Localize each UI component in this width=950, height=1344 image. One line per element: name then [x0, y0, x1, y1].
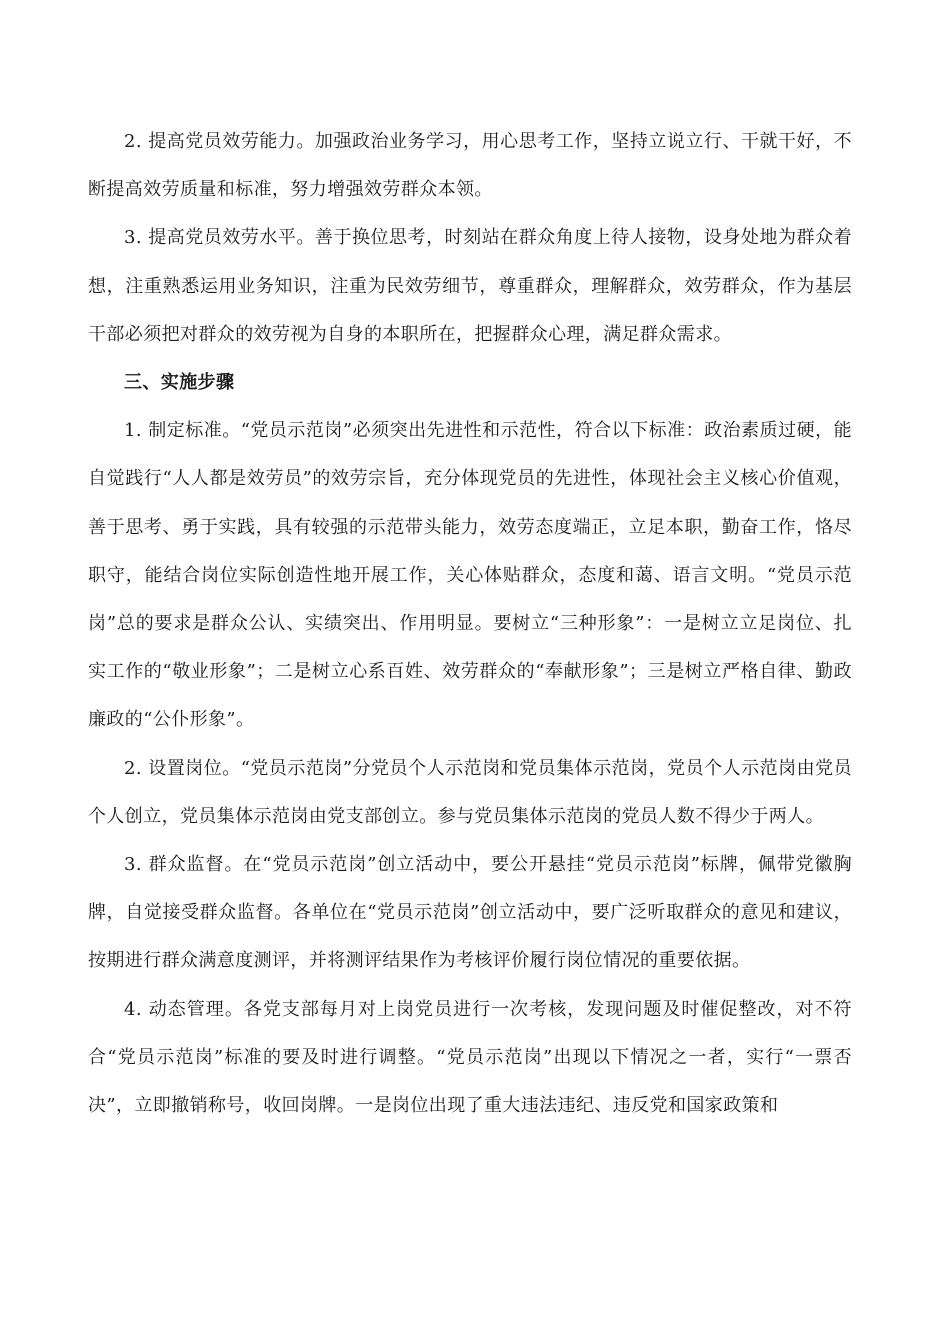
paragraph-improve-level: 3. 提高党员效劳水平。善于换位思考，时刻站在群众角度上待人接物，设身处地为群众着想，注重熟悉运用业务知识，注重为民效劳细节，尊重群众，理解群众，效劳群众，作为基层干部必须把对群众的效劳视为自身的本职所在，把握群众心理，满足群众需求。 [88, 227, 852, 345]
paragraph-step-supervision: 3. 群众监督。在“党员示范岗”创立活动中，要公开悬挂“党员示范岗”标牌，佩带党徽胸牌，自觉接受群众监督。各单位在“党员示范岗”创立活动中，要广泛听取群众的意见和建议，按期进行群众满意度测评，并将测评结果作为考核评价履行岗位情况的重要依据。 [88, 854, 852, 972]
paragraph-step-positions: 2. 设置岗位。“党员示范岗”分党员个人示范岗和党员集体示范岗，党员个人示范岗由党员个人创立，党员集体示范岗由党支部创立。参与党员集体示范岗的党员人数不得少于两人。 [88, 757, 852, 827]
paragraph-step-standards: 1. 制定标准。“党员示范岗”必须突出先进性和示范性，符合以下标准：政治素质过硬，能自觉践行“人人都是效劳员”的效劳宗旨，充分体现党员的先进性，体现社会主义核心价值观，善于思考、勇于实践，具有较强的示范带头能力，效劳态度端正，立足本职，勤奋工作，恪尽职守，能结合岗位实际创造性地开展工作，关心体贴群众，态度和蔼、语言文明。“党员示范岗”总的要求是群众公认、实绩突出、作用明显。要树立“三种形象”：一是树立立足岗位、扎实工作的“敬业形象”；二是树立心系百姓、效劳群众的“奉献形象”；三是树立严格自律、勤政廉政的“公仆形象”。 [88, 420, 852, 731]
document-page [88, 118, 852, 1130]
section-heading: 三、实施步骤 [124, 372, 235, 394]
paragraph-step-management: 4. 动态管理。各党支部每月对上岗党员进行一次考核，发现问题及时催促整改，对不符合“党员示范岗”标准的要及时进行调整。“党员示范岗”出现以下情况之一者，实行“一票否决”，立即撤销称号，收回岗牌。一是岗位出现了重大违法违纪、违反党和国家政策和 [88, 998, 852, 1117]
paragraph-improve-ability: 2. 提高党员效劳能力。加强政治业务学习，用心思考工作，坚持立说立行、干就干好，不断提高效劳质量和标准，努力增强效劳群众本领。 [88, 131, 852, 201]
